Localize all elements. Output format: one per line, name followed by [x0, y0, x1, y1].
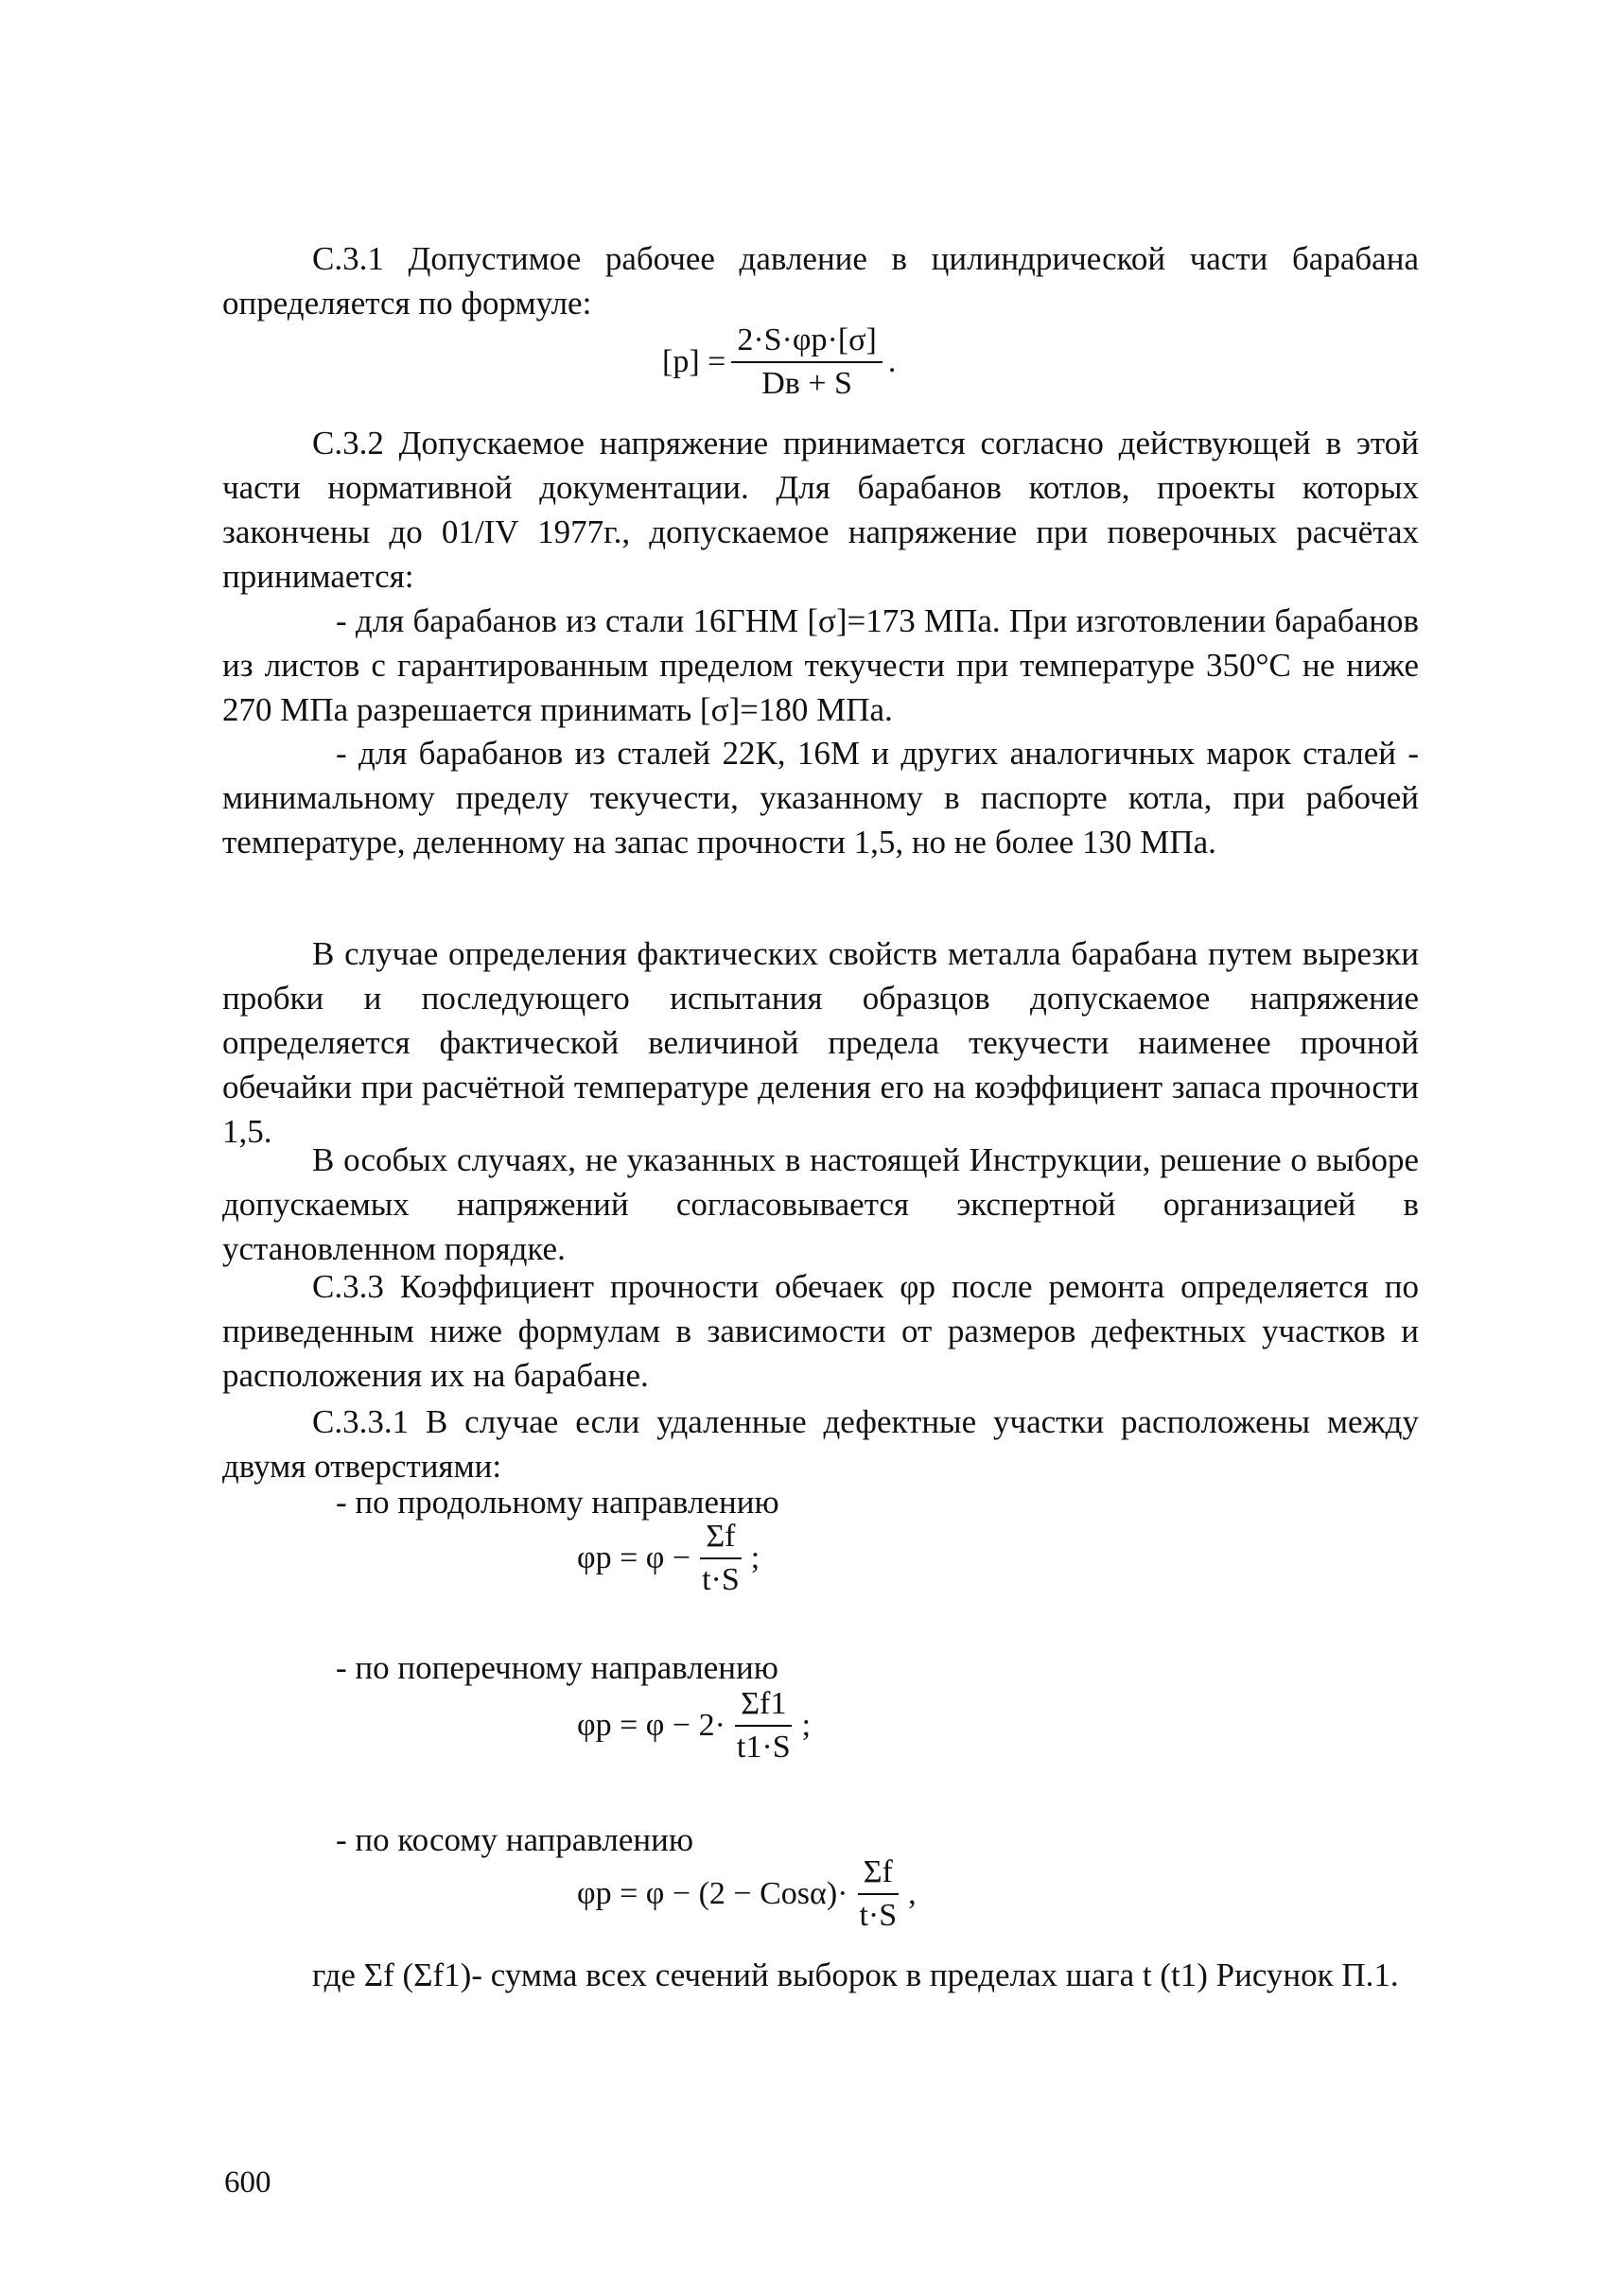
label-transverse: - по поперечному направлению	[336, 1649, 778, 1686]
label-oblique: - по косому направлению	[336, 1821, 693, 1858]
formula-p-numerator: 2·S·φp·[σ]	[731, 322, 882, 363]
formula-transverse-numerator: Σf1	[735, 1685, 792, 1727]
formula-oblique-denominator: t·S	[859, 1898, 898, 1933]
formula-p-fraction	[731, 322, 882, 403]
formula-transverse-end: ;	[801, 1708, 812, 1743]
formula-longitudinal-numerator: Σf	[700, 1518, 741, 1559]
formula-p-lhs: [p] =	[662, 344, 726, 379]
formula-transverse	[577, 1685, 811, 1766]
section-c31-text: С.3.1 Допустимое рабочее давление в цилиндрической части барабана определяется по формуле:	[222, 240, 1419, 322]
formula-transverse-fraction	[731, 1685, 796, 1766]
formula-transverse-denominator: t1·S	[736, 1730, 791, 1765]
formula-oblique-end: ,	[908, 1876, 917, 1911]
section-c32-text: С.3.2 Допускаемое напряжение принимается согласно действующей в этой части нормативной документации. Для барабанов котлов, проекты которых закончены до 01/IV 1977г., допускаемое напряжение при поверочных расчётах принимается:	[222, 425, 1419, 595]
bullet-steel-22k: - для барабанов из сталей 22К, 16М и других аналогичных марок сталей - минимальному пределу текучести, указанному в паспорте котла, при рабочей температуре, деленному на запас прочности 1,5, но не более 130 МПа.	[222, 735, 1419, 861]
label-longitudinal: - по продольному направлению	[336, 1484, 779, 1521]
page-number: 600	[224, 2166, 271, 2200]
section-c33-text: С.3.3 Коэффициент прочности обечаек φp после ремонта определяется по приведенным ниже формулам в зависимости от размеров дефектных участков и расположения их на барабане.	[222, 1268, 1419, 1394]
formula-oblique-lhs: φp = φ − (2 − Cosα)·	[577, 1876, 848, 1911]
formula-longitudinal-fraction	[696, 1518, 745, 1599]
bullet-steel-16gnm: - для барабанов из стали 16ГНМ [σ]=173 МПа. При изготовлении барабанов из листов с гарантированным пределом текучести при температуре 350°С не ниже 270 МПа разрешается принимать [σ]=180 МПа.	[222, 602, 1419, 728]
formula-oblique-fraction	[853, 1853, 902, 1935]
where-clause: где Σf (Σf1)- сумма всех сечений выборок в пределах шага t (t1) Рисунок П.1.	[312, 1957, 1399, 1993]
formula-oblique	[577, 1853, 917, 1935]
formula-longitudinal-denominator: t·S	[702, 1562, 740, 1597]
para-actual-properties: В случае определения фактических свойств металла барабана путем вырезки пробки и последующего испытания образцов допускаемое напряжение определяется фактической величиной предела текучести наименее прочной обечайки при расчётной температуре деления его на коэффициент запаса прочности 1,5.	[222, 935, 1419, 1150]
formula-longitudinal	[577, 1518, 760, 1599]
formula-p-end: .	[887, 344, 897, 379]
formula-oblique-numerator: Σf	[858, 1853, 899, 1895]
formula-p-denominator: Dв + S	[761, 366, 852, 401]
formula-transverse-lhs: φp = φ − 2·	[577, 1708, 725, 1743]
section-c331-text: С.3.3.1 В случае если удаленные дефектные участки расположены между двумя отверстиями:	[222, 1403, 1419, 1485]
para-special-cases: В особых случаях, не указанных в настоящей Инструкции, решение о выборе допускаемых напряжений согласовывается экспертной организацией в установленном порядке.	[222, 1141, 1419, 1267]
formula-allowable-pressure	[662, 322, 896, 403]
formula-longitudinal-lhs: φp = φ −	[577, 1540, 691, 1575]
formula-longitudinal-end: ;	[750, 1540, 760, 1575]
